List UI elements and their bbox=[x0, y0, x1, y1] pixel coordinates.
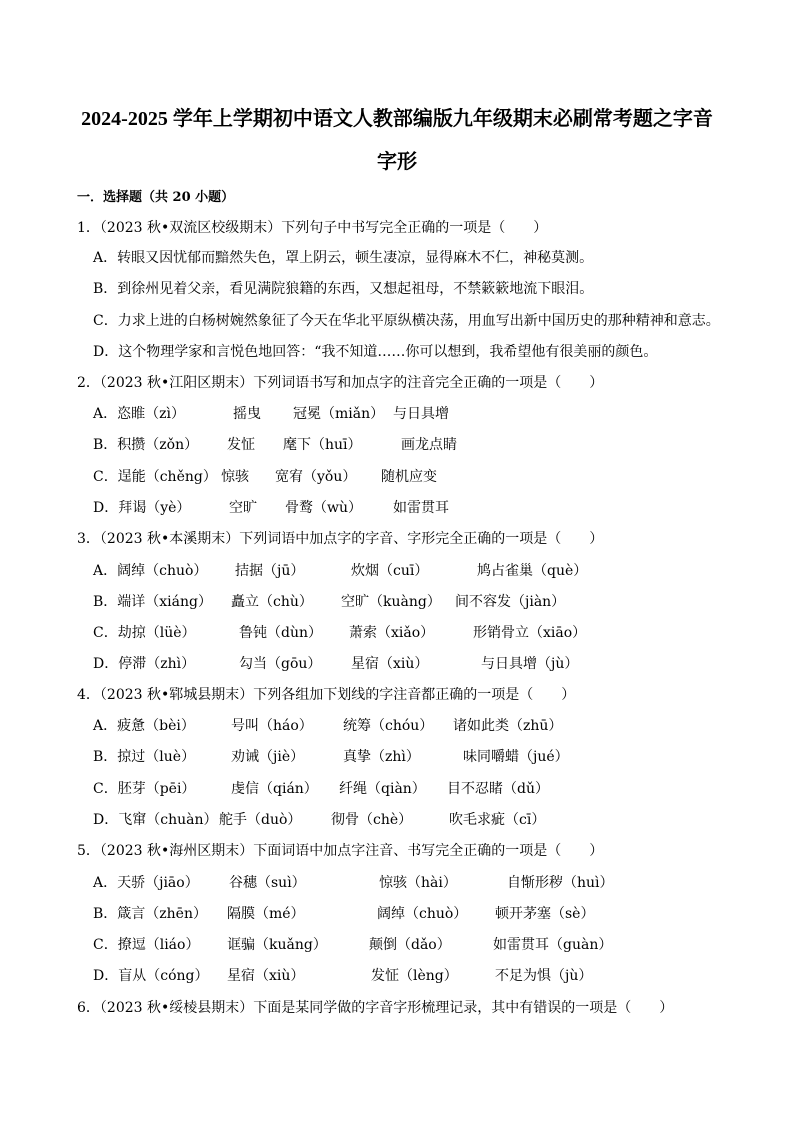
option-term: 自惭形秽（huì） bbox=[507, 875, 614, 891]
option-term: C．劫掠（lüè） bbox=[93, 625, 196, 641]
option-term: 炊烟（cuī） bbox=[351, 563, 429, 579]
option-term: D．停滞（zhì） bbox=[93, 656, 196, 672]
option-term: 画龙点睛 bbox=[401, 437, 457, 453]
section-heading: 一．选择题（共 20 小题） bbox=[77, 190, 235, 205]
option-term: 间不容发（jiàn） bbox=[455, 594, 566, 610]
option-term: 舵手（duò） bbox=[219, 812, 302, 828]
option-term: D．拜谒（yè） bbox=[93, 500, 191, 516]
option-term: A．恣睢（zì） bbox=[93, 406, 185, 422]
option-term: 萧索（xiǎo） bbox=[349, 625, 435, 641]
option-term: 阔绰（chuò） bbox=[377, 906, 468, 922]
question-1-option-b: B．到徐州见着父亲，看见满院狼籍的东西，又想起祖母，不禁簌簌地流下眼泪。 bbox=[93, 281, 594, 297]
option-term: 惊骇（hài） bbox=[379, 875, 457, 891]
option-term: 勾当（gōu） bbox=[239, 656, 322, 672]
option-term: C．撩逗（liáo） bbox=[93, 937, 200, 953]
option-term: 星宿（xiù） bbox=[351, 656, 429, 672]
question-4-stem: 4．（2023 秋•郓城县期末）下列各组加下划线的字注音都正确的一项是（ ） bbox=[77, 687, 576, 703]
option-term: 发怔 bbox=[227, 437, 255, 453]
option-term: 矗立（chù） bbox=[231, 594, 313, 610]
option-term: 鸠占雀巢（què） bbox=[477, 563, 588, 579]
question-6-stem: 6．（2023 秋•绥棱县期末）下面是某同学做的字音字形梳理记录，其中有错误的一项是（ ） bbox=[77, 1000, 674, 1016]
option-term: 顿开茅塞（sè） bbox=[495, 906, 595, 922]
option-term: A．天骄（jiāo） bbox=[93, 875, 199, 891]
option-term: B．箴言（zhēn） bbox=[93, 906, 207, 922]
option-term: 不足为惧（jù） bbox=[495, 968, 593, 984]
option-term: C．逞能（chěng） bbox=[93, 469, 217, 485]
option-term: 摇曳 bbox=[233, 406, 261, 422]
option-term: 真挚（zhì） bbox=[343, 749, 420, 765]
option-term: 随机应变 bbox=[381, 469, 437, 485]
option-term: A．疲惫（bèi） bbox=[93, 718, 195, 734]
option-term: 骨鹜（wù） bbox=[285, 500, 362, 516]
option-term: 虔信（qián） bbox=[231, 781, 318, 797]
option-term: 空旷 bbox=[229, 500, 257, 516]
option-term: 惊骇 bbox=[221, 469, 249, 485]
option-term: 诓骗（kuǎng） bbox=[227, 937, 327, 953]
question-1-option-d: D．这个物理学家和言悦色地回答：“我不知道……你可以想到，我希望他有很美丽的颜色。 bbox=[93, 344, 658, 360]
option-term: B．积攒（zǒn） bbox=[93, 437, 199, 453]
option-term: 号叫（háo） bbox=[231, 718, 313, 734]
option-term: 统筹（chóu） bbox=[343, 718, 434, 734]
document-title-line2: 字形 bbox=[377, 151, 417, 173]
question-2-stem: 2．（2023 秋•江阳区期末）下列词语书写和加点字的注音完全正确的一项是（ ） bbox=[77, 375, 604, 391]
question-3-stem: 3．（2023 秋•本溪期末）下列词语中加点字的字音、字形完全正确的一项是（ ） bbox=[77, 531, 604, 547]
option-term: 与日具增 bbox=[393, 406, 449, 422]
option-term: 如雷贯耳 bbox=[393, 500, 449, 516]
option-term: 与日具增（jù） bbox=[481, 656, 579, 672]
option-term: 发怔（lèng） bbox=[371, 968, 458, 984]
question-1-option-a: A．转眼又因忧郁而黯然失色，罩上阴云，顿生凄凉，显得麻木不仁，神秘莫测。 bbox=[93, 250, 594, 266]
option-term: 空旷（kuàng） bbox=[341, 594, 441, 610]
option-term: 纤绳（qiàn） bbox=[339, 781, 426, 797]
question-1-stem: 1．（2023 秋•双流区校级期末）下列句子中书写完全正确的一项是（ ） bbox=[77, 220, 548, 236]
option-term: 麾下（huī） bbox=[283, 437, 362, 453]
option-term: B．端详（xiáng） bbox=[93, 594, 212, 610]
option-term: 隔膜（mé） bbox=[227, 906, 305, 922]
option-term: 如雷贯耳（guàn） bbox=[493, 937, 613, 953]
option-term: 彻骨（chè） bbox=[331, 812, 413, 828]
question-5-stem: 5．（2023 秋•海州区期末）下面词语中加点字注音、书写完全正确的一项是（ ） bbox=[77, 843, 604, 859]
option-term: 拮据（jū） bbox=[235, 563, 305, 579]
option-term: 星宿（xiù） bbox=[227, 968, 305, 984]
option-term: 谷穗（suì） bbox=[229, 875, 306, 891]
option-term: 颠倒（dǎo） bbox=[369, 937, 451, 953]
option-term: 鲁钝（dùn） bbox=[239, 625, 322, 641]
option-term: 味同嚼蜡（jué） bbox=[463, 749, 569, 765]
option-term: 冠冕（miǎn） bbox=[293, 406, 385, 422]
option-term: 宽宥（yǒu） bbox=[275, 469, 357, 485]
option-term: D．飞窜（chuàn） bbox=[93, 812, 218, 828]
option-term: C．胚芽（pēi） bbox=[93, 781, 196, 797]
document-title-line1: 2024-2025 学年上学期初中语文人教部编版九年级期末必刷常考题之字音 bbox=[81, 108, 713, 130]
option-term: 目不忍睹（dǔ） bbox=[447, 781, 549, 797]
option-term: 形销骨立（xiāo） bbox=[473, 625, 587, 641]
option-term: 吹毛求疵（cī） bbox=[449, 812, 546, 828]
question-1-option-c: C．力求上进的白杨树婉然象征了今天在华北平原纵横决荡，用血写出新中国历史的那种精神和意志。 bbox=[93, 313, 720, 329]
option-term: B．掠过（luè） bbox=[93, 749, 196, 765]
option-term: 劝诫（jiè） bbox=[231, 749, 305, 765]
option-term: D．盲从（cóng） bbox=[93, 968, 209, 984]
option-term: A．阔绰（chuò） bbox=[93, 563, 208, 579]
option-term: 诸如此类（zhū） bbox=[453, 718, 563, 734]
